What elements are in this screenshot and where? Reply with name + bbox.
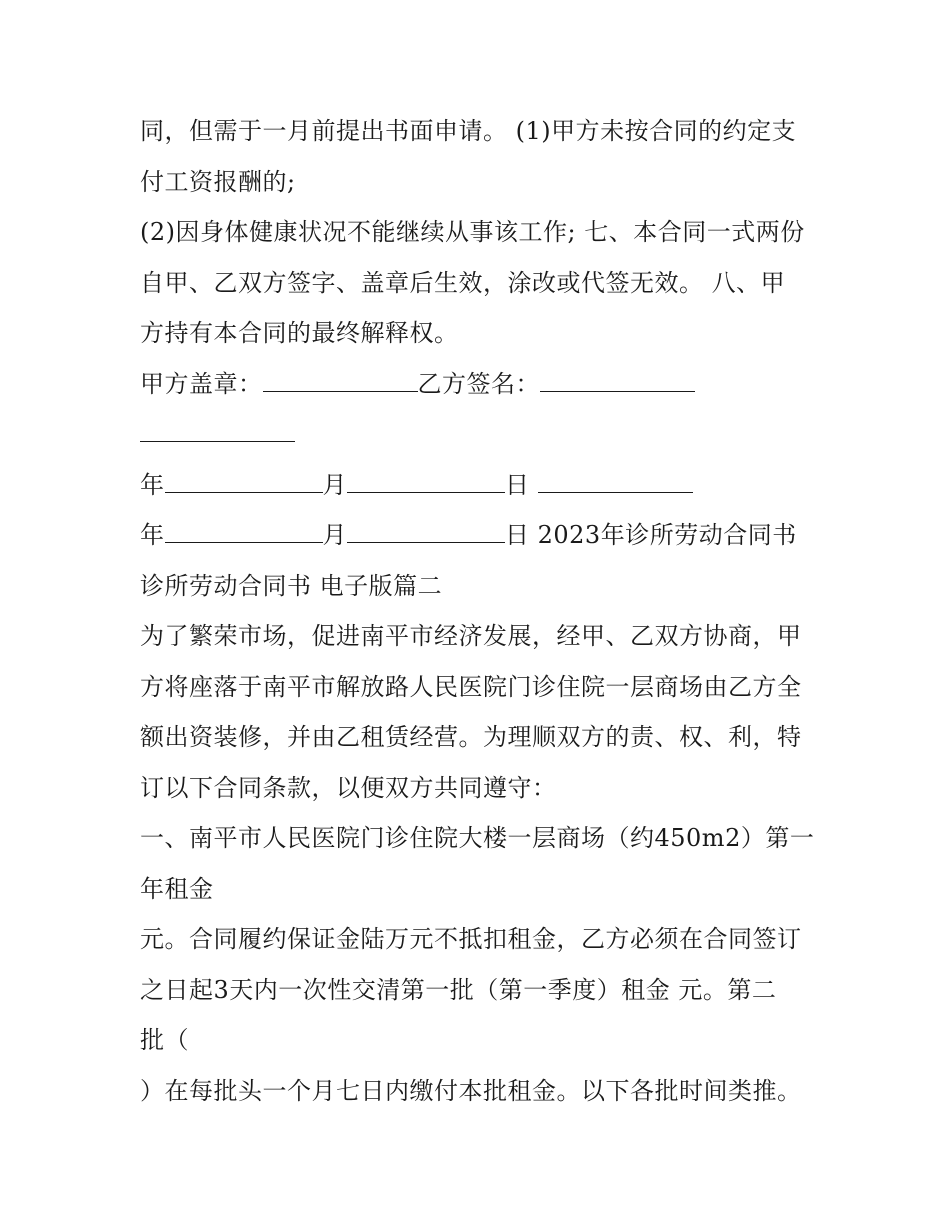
day-blank-1: [538, 472, 693, 493]
text-line-4: 自甲、乙双方签字、盖章后生效，涂改或代签无效。 八、甲: [140, 268, 786, 297]
year-blank-1: [165, 472, 323, 493]
text-line-17: 元。合同履约保证金陆万元不抵扣租金，乙方必须在合同签订: [140, 925, 802, 953]
party-a-seal-label: 甲方盖章：: [140, 369, 263, 398]
text-line-3: (2)因身体健康状况不能继续从事该工作; 七、本合同一式两份: [140, 218, 805, 246]
party-b-sign-label: 乙方签名：: [417, 369, 540, 398]
text-line-20: ）在每批头一个月七日内缴付本批租金。以下各批时间类推。: [140, 1076, 802, 1105]
day-title-text: 日 2023年诊所劳动合同书: [505, 521, 797, 549]
month-label-2: 月: [322, 521, 347, 549]
text-line-13: 额出资装修，并由乙租赁经营。为理顺双方的责、权、利，特: [140, 723, 802, 751]
year-label-1: 年: [140, 470, 165, 499]
text-line-15: 一、南平市人民医院门诊住院大楼一层商场（约450m2）第一: [140, 824, 815, 852]
signature-line: [140, 359, 830, 410]
text-line-19: 批（: [140, 1026, 189, 1054]
month-blank-2: [347, 522, 505, 543]
month-blank-1: [347, 472, 505, 493]
year-blank-2: [165, 522, 323, 543]
extra-blank: [140, 421, 295, 442]
year-label-2: 年: [140, 521, 165, 549]
text-line-16: 年租金: [140, 874, 214, 903]
text-line-5: 方持有本合同的最终解释权。: [140, 319, 459, 347]
day-label-1: 日: [505, 470, 530, 499]
text-line-14: 订以下合同条款，以便双方共同遵守：: [140, 773, 557, 802]
section-heading: 诊所劳动合同书 电子版篇二: [140, 571, 443, 600]
month-label-1: 月: [322, 470, 347, 499]
text-line-18: 之日起3天内一次性交清第一批（第一季度）租金 元。第二: [140, 975, 777, 1004]
text-line-11: 为了繁荣市场，促进南平市经济发展，经甲、乙双方协商，甲: [140, 622, 802, 650]
extra-blank-line: [140, 409, 830, 460]
text-line-1: 同，但需于一月前提出书面申请。 (1)甲方未按合同的约定支: [140, 117, 797, 145]
party-a-seal-blank: [263, 371, 418, 392]
text-line-2: 付工资报酬的;: [140, 167, 296, 196]
document-page: [140, 106, 830, 1116]
date-line-1: [140, 460, 830, 511]
date-line-2: [140, 510, 830, 561]
party-b-sign-blank: [540, 371, 695, 392]
text-line-12: 方将座落于南平市解放路人民医院门诊住院一层商场由乙方全: [140, 672, 802, 701]
